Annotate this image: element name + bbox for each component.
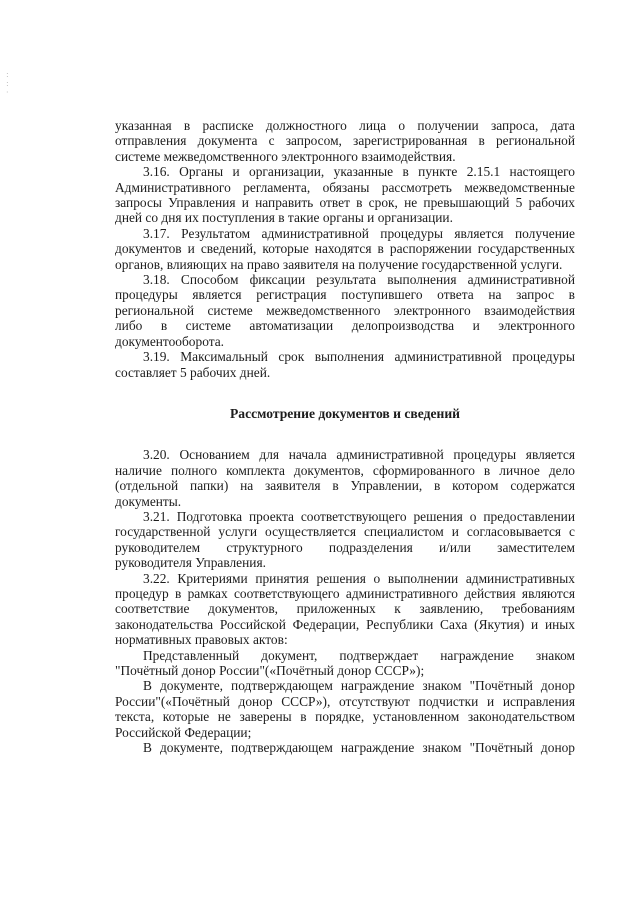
paragraph — [115, 118, 575, 164]
text-line: процедуры является регистрация поступившего ответа на запрос в — [115, 287, 575, 303]
paragraph — [115, 272, 575, 349]
text-line: 3.19. Максимальный срок выполнения административной процедуры — [143, 349, 575, 365]
text-line: документооборота. — [115, 333, 225, 349]
margin-marks — [6, 70, 10, 97]
text-line: нормативных правовых актов: — [115, 632, 288, 648]
text-line: 3.20. Основанием для начала административной процедуры является — [143, 447, 575, 463]
paragraphs-top — [115, 118, 575, 380]
paragraph — [115, 349, 575, 380]
text-line: указанная в расписке должностного лица о получении запроса, дата — [115, 118, 575, 133]
text-line: текста, которые не заверены в порядке, установленном законодательством — [115, 709, 575, 725]
text-line: отправления документа с запросом, зарегистрированная в региональной — [115, 133, 575, 149]
text-line: руководителем структурного подразделения и/или заместителем — [115, 539, 575, 555]
margin-mark: · — [6, 88, 9, 97]
margin-mark: : — [6, 70, 9, 79]
document-body — [115, 118, 575, 755]
text-line: 3.18. Способом фиксации результата выполнения административной — [143, 272, 575, 288]
margin-mark: : — [6, 79, 9, 88]
text-line: региональной системе межведомственного электронного взаимодействия — [115, 302, 575, 318]
paragraph — [115, 571, 575, 648]
text-line: законодательства Российской Федерации, Республики Саха (Якутия) и иных — [115, 616, 575, 632]
text-line: Российской Федерации; — [115, 724, 252, 740]
text-line: процедур в рамках соответствующего административного действия являются — [115, 585, 575, 601]
text-line: руководителя Управления. — [115, 555, 266, 571]
text-line: 3.17. Результатом административной процедуры является получение — [143, 225, 575, 241]
section-heading: Рассмотрение документов и сведений — [229, 405, 461, 421]
text-line: государственной услуги осуществляется специалистом и согласовывается с — [115, 524, 575, 540]
text-line: (отдельной папки) на заявителя в Управлении, в котором содержатся — [115, 478, 575, 494]
text-line: либо в системе автоматизации делопроизводства и электронного — [115, 318, 575, 334]
text-line: соответствие документов, приложенных к заявлению, требованиям — [115, 601, 575, 617]
text-line: "Почётный донор России"(«Почётный донор СССР»); — [115, 663, 425, 678]
paragraph — [115, 447, 575, 509]
text-line: документы. — [115, 493, 182, 509]
text-line: запросы Управления и направить ответ в срок, не превышающий 5 рабочих — [115, 195, 575, 211]
paragraph — [115, 509, 575, 571]
text-line: системе межведомственного электронного взаимодействия. — [115, 148, 456, 164]
text-line: 3.22. Критериями принятия решения о выполнении административных — [143, 570, 575, 586]
paragraph — [115, 740, 575, 755]
text-line: 3.21. Подготовка проекта соответствующего решения о предоставлении — [143, 508, 575, 524]
paragraph — [115, 226, 575, 272]
text-line: Административного регламента, обязаны рассмотреть межведомственные — [115, 179, 575, 195]
text-line: органов, влияющих на право заявителя на получение государственной услуги. — [115, 256, 563, 272]
text-line: документов и сведений, которые находятся в распоряжении государственных — [115, 241, 575, 257]
text-line: дней со дня их поступления в такие органы и организации. — [115, 210, 453, 226]
text-line: составляет 5 рабочих дней. — [115, 364, 271, 380]
text-line: Представленный документ, подтверждает награждение знаком — [143, 647, 575, 663]
paragraph — [115, 648, 575, 679]
paragraphs-bottom — [115, 447, 575, 755]
text-line: В документе, подтверждающем награждение знаком "Почётный донор — [143, 740, 575, 756]
text-line: В документе, подтверждающем награждение знаком "Почётный донор — [143, 678, 575, 694]
text-line: России"(«Почётный донор СССР»), отсутствуют подчистки и исправления — [115, 693, 575, 709]
text-line: наличие полного комплекта документов, сформированного в личное дело — [115, 462, 575, 478]
paragraph — [115, 164, 575, 226]
paragraph — [115, 678, 575, 740]
text-line: 3.16. Органы и организации, указанные в пункте 2.15.1 настоящего — [143, 164, 575, 180]
